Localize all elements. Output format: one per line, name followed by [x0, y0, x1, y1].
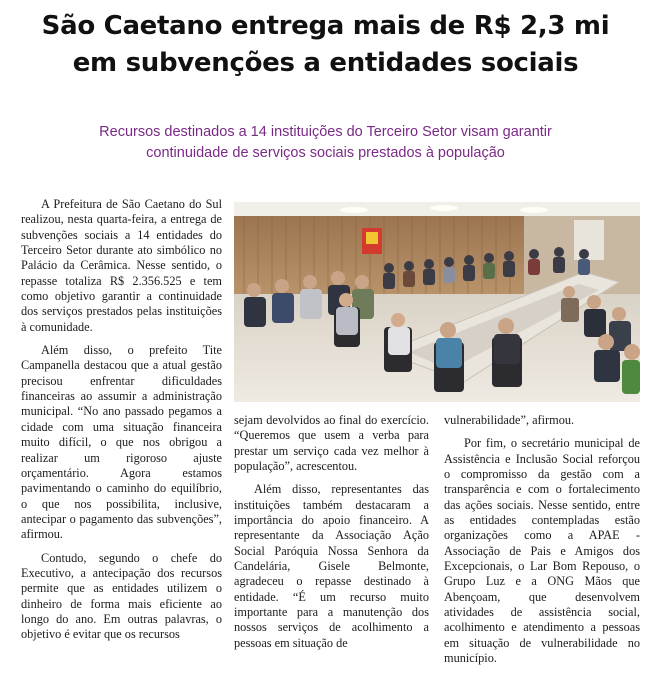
headline — [0, 8, 651, 82]
paragraph: sejam devolvidos ao final do exercício. “Queremos que usem a verba para prestar um serviço cada vez melhor à população”, acrescentou. — [234, 413, 429, 474]
paragraph: Além disso, representantes das instituições também destacaram a importância do apoio financeiro. A representante da Associação Ação Social Paróquia Nossa Senhora da Candelária, Gisele Belmonte, agradeceu o repasse destinado à entidade. “É um recurso muito importante para a manutenção dos nossos serviços de acolhimento a pessoas em situação de — [234, 482, 429, 650]
article-column-3 — [444, 413, 640, 675]
article-column-1 — [21, 197, 222, 651]
headline-line-2: em subvenções a entidades sociais — [72, 48, 579, 78]
meeting-photo — [234, 202, 640, 402]
subheadline-line-2: continuidade de serviços sociais prestados à população — [146, 145, 505, 161]
paragraph: A Prefeitura de São Caetano do Sul realizou, nesta quarta-feira, a entrega de subvenções sociais a 14 entidades do Terceiro Setor durante ato simbólico no Palácio da Cerâmica. Nesse sentido, o repasse totaliza R$ 2.356.525 e tem como objetivo garantir a continuidade dos serviços prestados pelas instituições à comunidade. — [21, 197, 222, 334]
meeting-photo-illustration — [234, 202, 640, 402]
headline-line-1: São Caetano entrega mais de R$ 2,3 mi — [41, 11, 610, 41]
paragraph: Além disso, o prefeito Tite Campanella destacou que a atual gestão precisou enfrentar dificuldades financeiras ao assumir a administração municipal. “No ano passado pegamos a cidade com uma situação financeira muito difícil, o que nos obrigou a realizar um rigoroso ajuste orçamentário. Agora estamos pavimentando o caminho do equilíbrio, o que nos possibilita, inclusive, antecipar o pagamento das subvenções”, afirmou. — [21, 343, 222, 542]
paragraph: Por fim, o secretário municipal de Assistência e Inclusão Social reforçou o compromisso da gestão com a transparência e com o fortalecimento das ações sociais. Nesse sentido, entre as entidades contempladas estão organizações como a APAE - Associação de Pais e Amigos dos Excepcionais, o Lar Bom Repouso, o Grupo Luz e a ONG Mãos que Abençoam, que desenvolvem atividades de assistência social, acolhimento e atendimento a pessoas em situação de vulnerabilidade no município. — [444, 436, 640, 666]
subheadline-line-1: Recursos destinados a 14 instituições do Terceiro Setor visam garantir — [99, 124, 552, 140]
paragraph: vulnerabilidade”, afirmou. — [444, 413, 575, 427]
subheadline — [30, 122, 621, 164]
paragraph: Contudo, segundo o chefe do Executivo, a antecipação dos recursos permite que as entidades utilizem o dinheiro de forma mais eficiente ao longo do ano. Em outras palavras, o objetivo é evitar que os recursos — [21, 550, 222, 642]
article-column-2 — [234, 413, 429, 659]
